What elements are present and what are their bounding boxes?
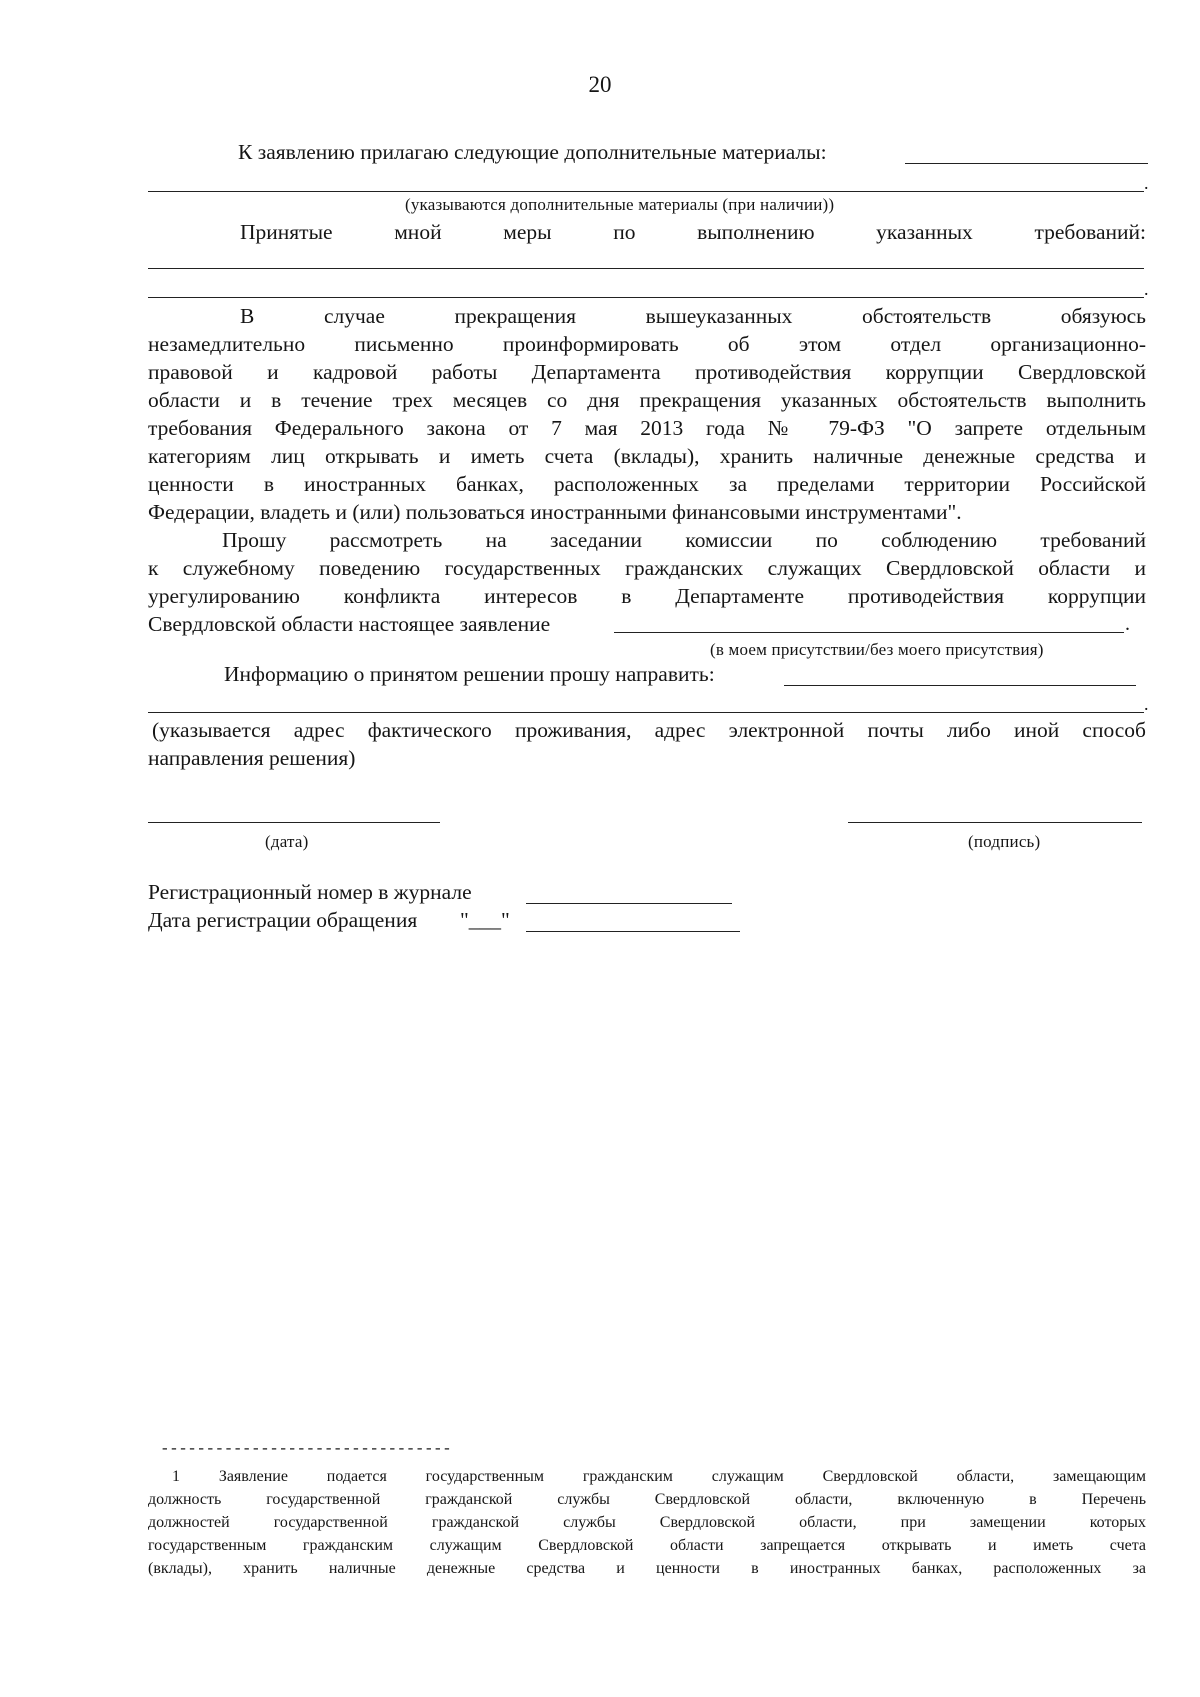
- date-label: (дата): [265, 832, 309, 851]
- paragraph-line: незамедлительно письменно проинформировать об этом отдел организационно-: [148, 332, 1146, 356]
- registration-date-blank: [526, 931, 740, 932]
- measures-blank-2: [148, 297, 1144, 298]
- paragraph-line: урегулированию конфликта интересов в Департаменте противодействия коррупции: [148, 584, 1146, 608]
- registration-number-label: Регистрационный номер в журнале: [148, 880, 472, 904]
- attachments-hint: (указываются дополнительные материалы (при наличии)): [405, 195, 835, 214]
- decision-blank-1: [784, 685, 1136, 686]
- decision-period: .: [1144, 694, 1149, 714]
- paragraph-line: В случае прекращения вышеуказанных обстоятельств обязуюсь: [240, 304, 1146, 328]
- registration-number-blank: [526, 903, 732, 904]
- decision-blank-2: [148, 712, 1144, 713]
- presence-hint: (в моем присутствии/без моего присутствия): [710, 640, 1044, 659]
- decision-hint-line: (указывается адрес фактического проживания, адрес электронной почты либо иной способ: [152, 718, 1146, 742]
- footnote-line: государственным гражданским служащим Свердловской области запрещается открывать и иметь счета: [148, 1537, 1146, 1554]
- footnote-line: должность государственной гражданской службы Свердловской области, включенную в Перечень: [148, 1491, 1146, 1508]
- decision-label: Информацию о принятом решении прошу направить:: [224, 662, 715, 686]
- paragraph-line: Федерации, владеть и (или) пользоваться иностранными финансовыми инструментами".: [148, 500, 962, 524]
- attachments-label: К заявлению прилагаю следующие дополнительные материалы:: [238, 140, 827, 164]
- decision-hint-line: направления решения): [148, 746, 356, 770]
- footnote-line: 1 Заявление подается государственным гражданским служащим Свердловской области, замещающим: [172, 1468, 1146, 1485]
- attachments-blank-2: [148, 191, 1144, 192]
- paragraph-line: Свердловской области настоящее заявление: [148, 612, 551, 636]
- presence-blank: [614, 632, 1124, 633]
- page-number: 20: [588, 72, 612, 97]
- footnote-line: (вклады), хранить наличные денежные средства и ценности в иностранных банках, расположенных за: [148, 1560, 1146, 1577]
- measures-label: Принятые мной меры по выполнению указанных требований:: [240, 220, 1146, 244]
- paragraph-line: ценности в иностранных банках, расположенных за пределами территории Российской: [148, 472, 1146, 496]
- footnote-line: должностей государственной гражданской службы Свердловской области, при замещении которых: [148, 1514, 1146, 1531]
- paragraph-line: категориям лиц открывать и иметь счета (вклады), хранить наличные денежные средства и: [148, 444, 1146, 468]
- measures-period: .: [1144, 279, 1149, 299]
- registration-date-label: Дата регистрации обращения: [148, 908, 418, 932]
- footnote-separator: --------------------------------: [160, 1440, 452, 1458]
- paragraph-line: правовой и кадровой работы Департамента противодействия коррупции Свердловской: [148, 360, 1146, 384]
- signature-label: (подпись): [968, 832, 1041, 851]
- paragraph-line: области и в течение трех месяцев со дня прекращения указанных обстоятельств выполнить: [148, 388, 1146, 412]
- date-line: [148, 822, 440, 823]
- paragraph-line: Прошу рассмотреть на заседании комиссии по соблюдению требований: [222, 528, 1146, 552]
- attachments-period: .: [1144, 173, 1149, 193]
- measures-blank-1: [148, 268, 1144, 269]
- attachments-blank-1: [905, 163, 1148, 164]
- signature-line: [848, 822, 1142, 823]
- presence-period: .: [1125, 613, 1130, 635]
- paragraph-line: требования Федерального закона от 7 мая 2013 года № 79-ФЗ "О запрете отдельным: [148, 416, 1146, 440]
- registration-date-day: "___": [460, 908, 510, 932]
- paragraph-line: к служебному поведению государственных гражданских служащих Свердловской области и: [148, 556, 1146, 580]
